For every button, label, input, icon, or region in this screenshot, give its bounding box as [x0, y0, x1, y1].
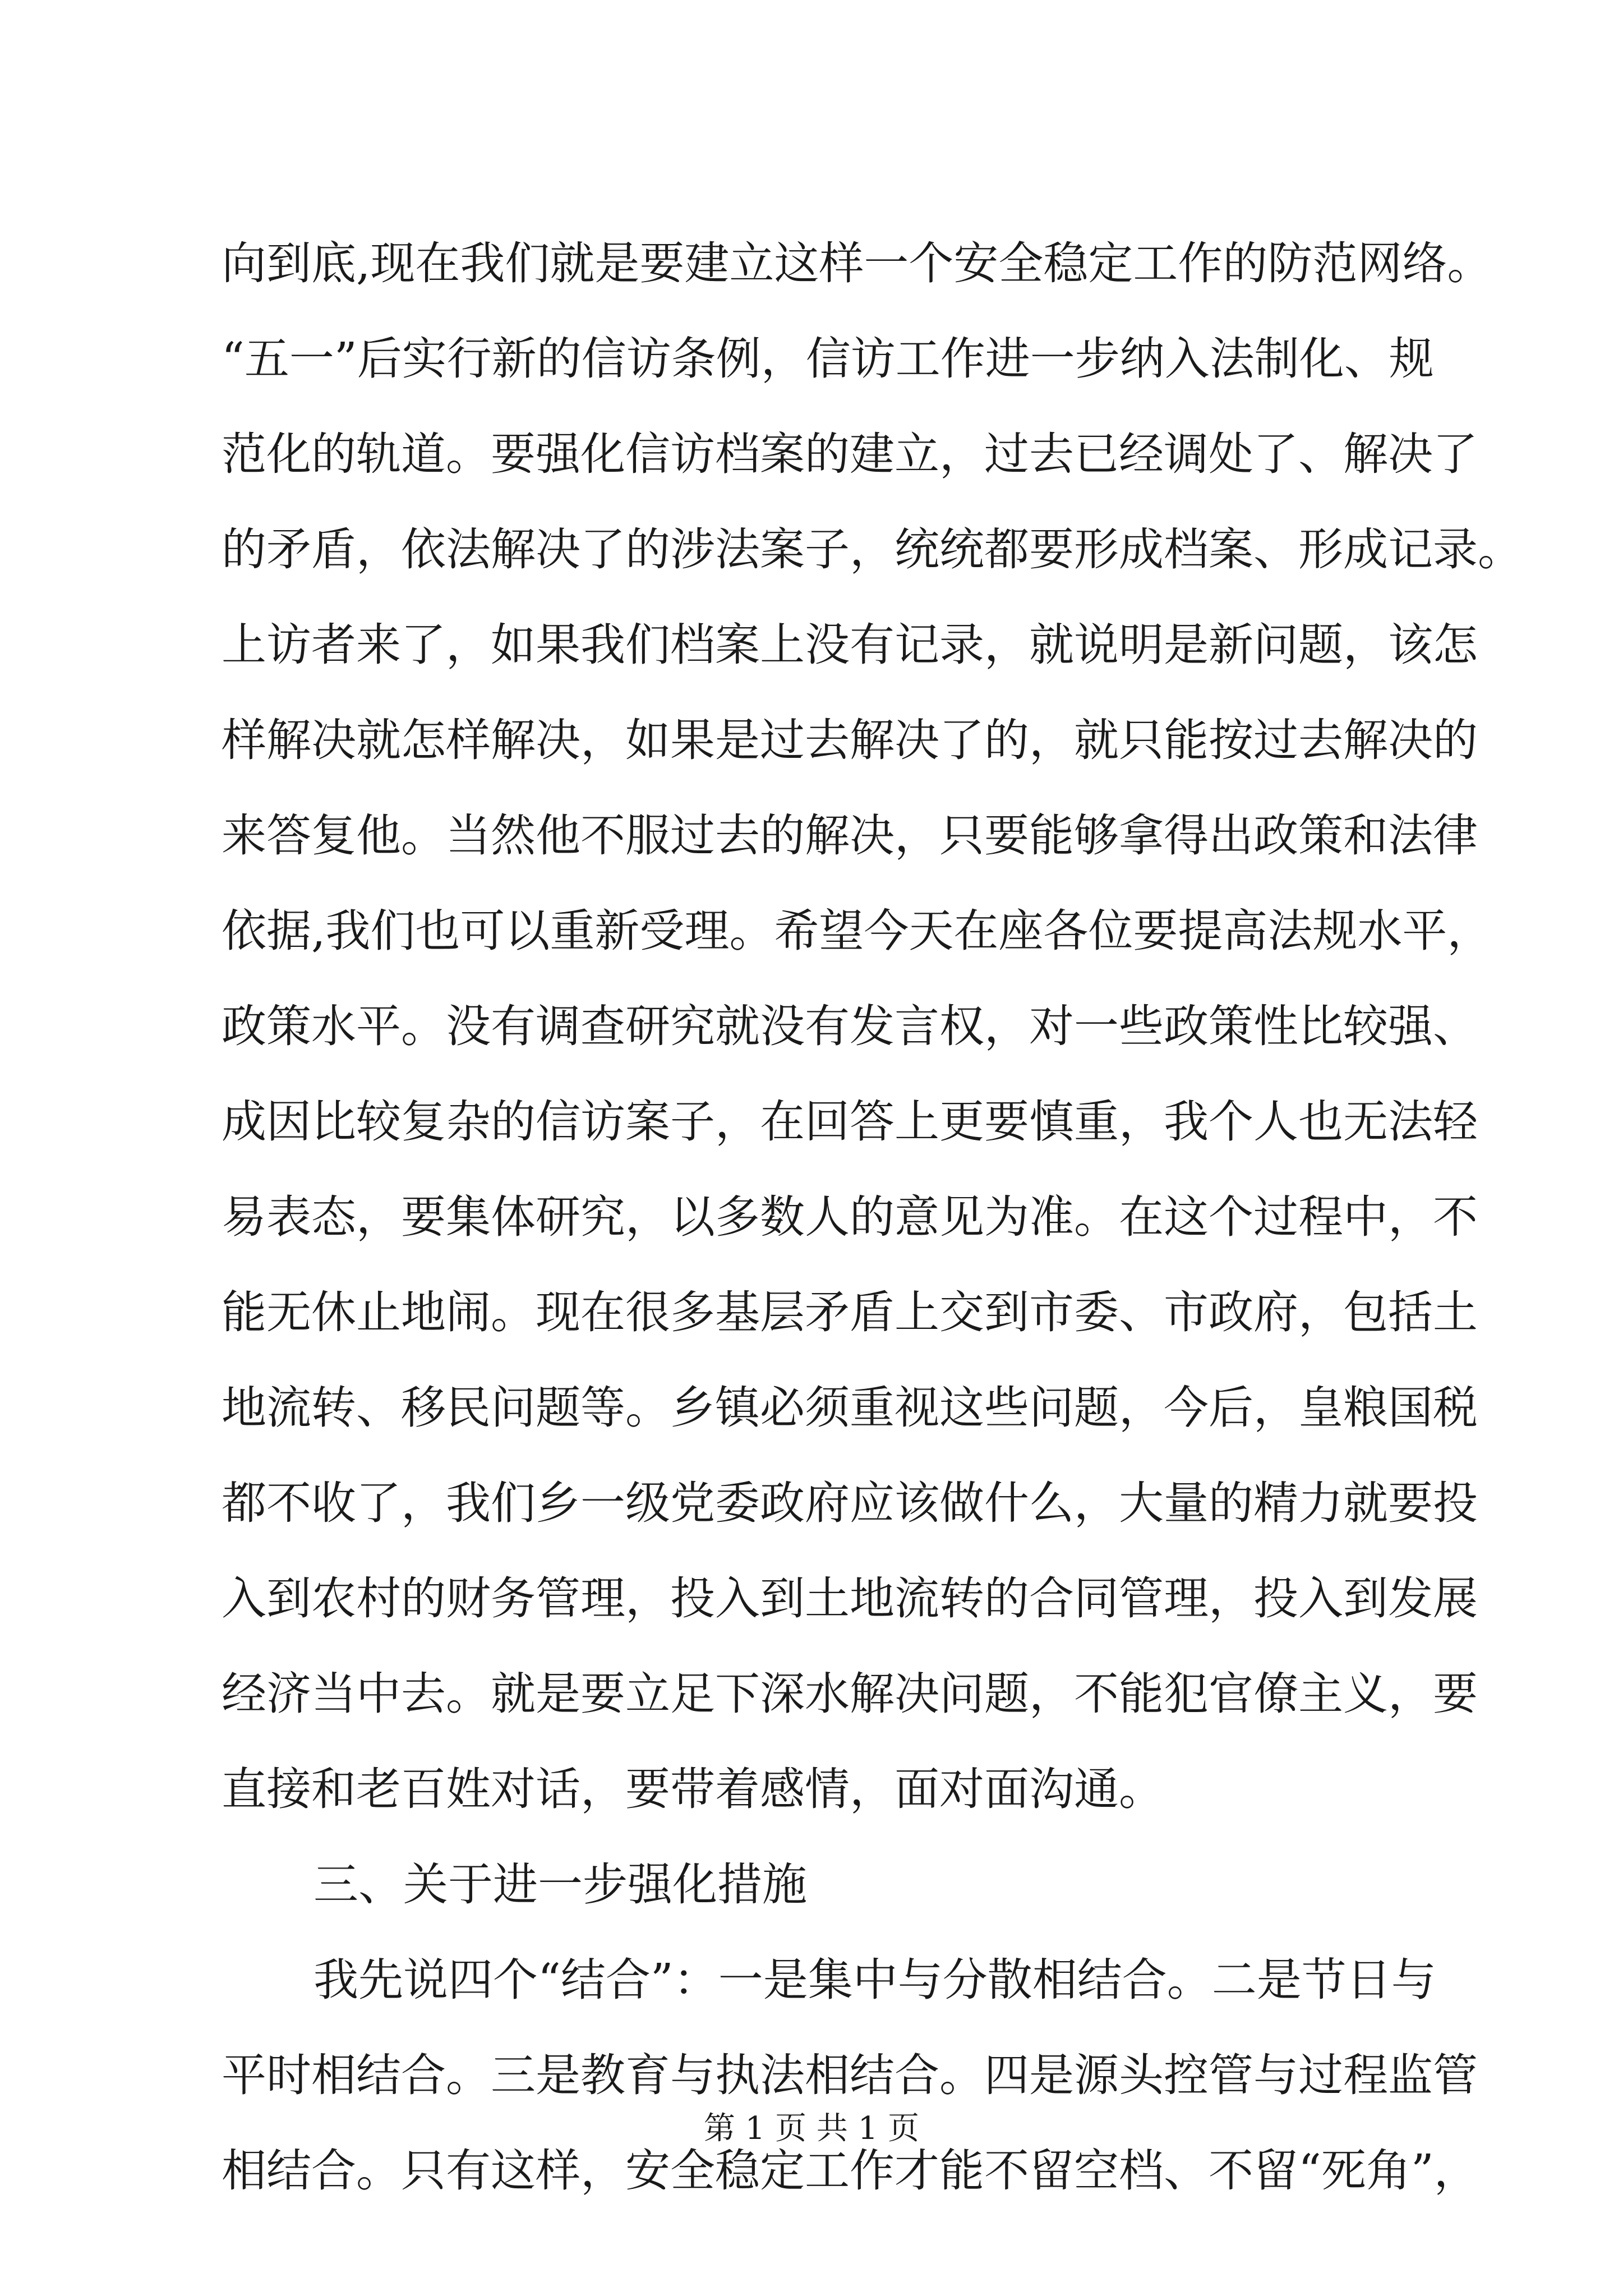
text-line: 来答复他。当然他不服过去的解决，只要能够拿得出政策和法律 — [222, 809, 1478, 862]
text-line: 能无休止地闹。现在很多基层矛盾上交到市委、市政府，包括土 — [222, 1286, 1478, 1338]
text-line: “五一”后实行新的信访条例，信访工作进一步纳入法制化、规 — [222, 333, 1434, 385]
text-line: 向到底,现在我们就是要建立这样一个安全稳定工作的防范网络。 — [222, 237, 1492, 289]
text-line: 经济当中去。就是要立足下深水解决问题，不能犯官僚主义，要 — [222, 1668, 1478, 1720]
section-heading: 三、关于进一步强化措施 — [313, 1858, 807, 1911]
document-body — [222, 216, 1523, 2219]
text-line: 平时相结合。三是教育与执法相结合。四是源头控管与过程监管 — [222, 2049, 1478, 2101]
text-line: 的矛盾，依法解决了的涉法案子，统统都要形成档案、形成记录。 — [222, 523, 1523, 576]
page-footer — [0, 2106, 1623, 2151]
text-line: 范化的轨道。要强化信访档案的建立，过去已经调处了、解决了 — [222, 428, 1478, 480]
text-line: 地流转、移民问题等。乡镇必须重视这些问题，今后，皇粮国税 — [222, 1382, 1478, 1434]
text-line: 成因比较复杂的信访案子，在回答上更要慎重，我个人也无法轻 — [222, 1096, 1478, 1148]
text-line: 依据,我们也可以重新受理。希望今天在座各位要提高法规水平， — [222, 905, 1492, 957]
text-line: 样解决就怎样解决，如果是过去解决了的，就只能按过去解决的 — [222, 714, 1478, 766]
text-line: 上访者来了，如果我们档案上没有记录，就说明是新问题，该怎 — [222, 619, 1478, 671]
text-line: 都不收了，我们乡一级党委政府应该做什么，大量的精力就要投 — [222, 1477, 1478, 1529]
page-number-label: 第 1 页 共 1 页 — [703, 2110, 920, 2147]
text-line: 易表态，要集体研究，以多数人的意见为准。在这个过程中，不 — [222, 1191, 1478, 1243]
text-line: 直接和老百姓对话，要带着感情，面对面沟通。 — [222, 1763, 1164, 1815]
text-line: 相结合。只有这样，安全稳定工作才能不留空档、不留“死角”， — [222, 2145, 1479, 2197]
text-line: 入到农村的财务管理，投入到土地流转的合同管理，投入到发展 — [222, 1572, 1478, 1625]
text-line: 我先说四个“结合”：一是集中与分散相结合。二是节日与 — [313, 1954, 1436, 2006]
text-line: 政策水平。没有调查研究就没有发言权，对一些政策性比较强、 — [222, 1000, 1478, 1052]
